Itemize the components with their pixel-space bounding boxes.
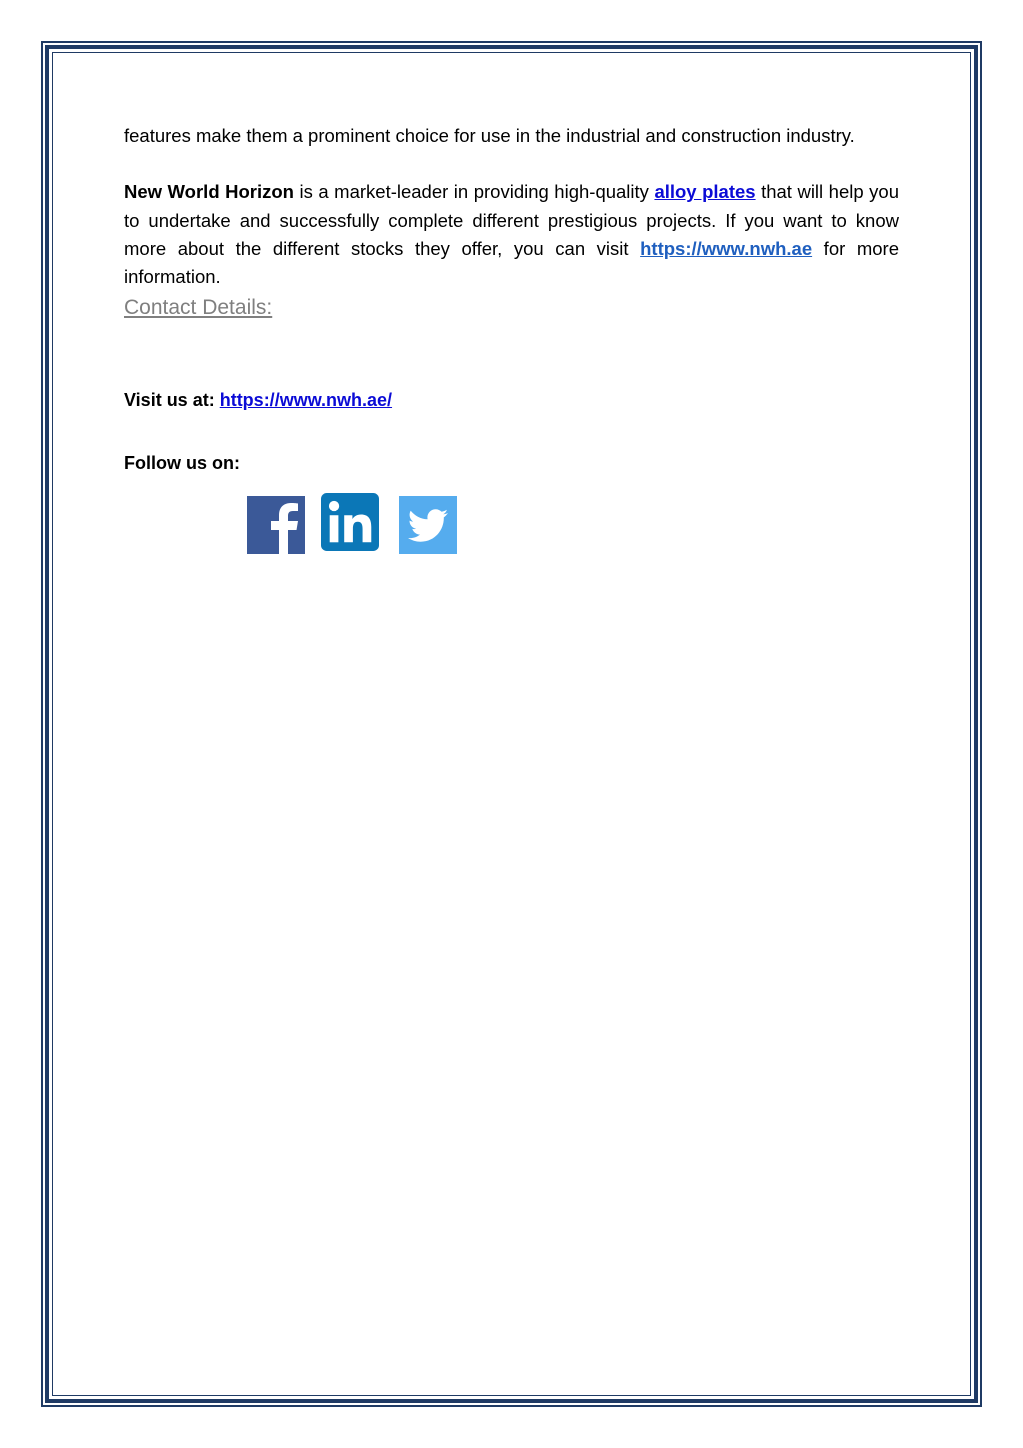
visit-line: [124, 390, 392, 411]
facebook-icon[interactable]: [247, 495, 305, 555]
paragraph-text-c: for more information.: [124, 237, 899, 288]
website-link[interactable]: https://www.nwh.ae: [640, 237, 813, 259]
paragraph-intro: features make them a prominent choice for use in the industrial and construction industry.: [124, 125, 855, 146]
linkedin-icon[interactable]: [321, 492, 379, 552]
document-body: [124, 122, 899, 323]
visit-link[interactable]: https://www.nwh.ae/: [219, 390, 393, 410]
twitter-icon[interactable]: [399, 495, 457, 555]
paragraph-text-b: that will help you to undertake and successfully complete different prestigious projects. If you want to know more about the different stocks they offer, you can visit: [124, 181, 899, 259]
brand-name: New World Horizon: [124, 181, 294, 203]
paragraph-text-a: is a market-leader in providing high-quality: [293, 181, 655, 203]
alloy-plates-link[interactable]: alloy plates: [654, 181, 756, 203]
follow-label: Follow us on:: [124, 453, 240, 473]
contact-heading: Contact Details:: [124, 296, 273, 320]
visit-label: Visit us at:: [124, 390, 220, 410]
paragraph-company: [124, 178, 899, 291]
